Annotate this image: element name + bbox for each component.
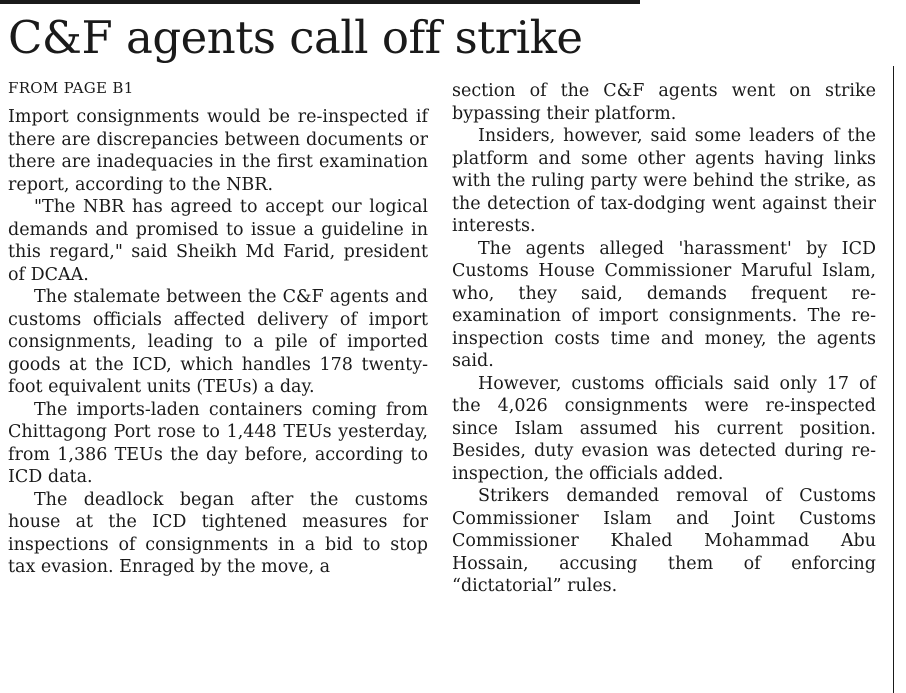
right-column [452, 80, 876, 598]
paragraph: The deadlock began after the customs house at the ICD tightened measures for inspections of consignments in a bid to stop tax evasion. Enraged by the move, a [8, 489, 428, 577]
paragraph: "The NBR has agreed to accept our logical demands and promised to issue a guideline in this regard," said Sheikh Md Farid, president of DCAA. [8, 197, 428, 285]
paragraph: section of the C&F agents went on strike bypassing their platform. [452, 81, 876, 124]
paragraph: The stalemate between the C&F agents and customs officials affected delivery of import consignments, leading to a pile of imported goods at the ICD, which handles 178 twenty-foot equivalent units (TEUs) a day. [8, 287, 428, 397]
left-column [8, 106, 428, 579]
continued-from-label: FROM PAGE B1 [8, 79, 134, 97]
paragraph: The imports-laden containers coming from Chittagong Port rose to 1,448 TEUs yesterday, from 1,386 TEUs the day before, according to ICD data. [8, 399, 428, 487]
paragraph: The agents alleged 'harassment' by ICD Customs House Commissioner Maruful Islam, who, they said, demands frequent re-examination of import consignments. The re-inspection costs time and money, the agents said. [452, 238, 876, 371]
paragraph: Import consignments would be re-inspected if there are discrepancies between documents or there are inadequacies in the first examination report, according to the NBR. [8, 107, 428, 195]
headline: C&F agents call off strike [8, 11, 583, 64]
paragraph: Insiders, however, said some leaders of the platform and some other agents having links with the ruling party were behind the strike, as the detection of tax-dodging went against their interests. [452, 126, 876, 236]
column-divider [893, 66, 894, 693]
paragraph: Strikers demanded removal of Customs Commissioner Islam and Joint Customs Commissioner Khaled Mohammad Abu Hossain, accusing them of enforcing “dictatorial” rules. [452, 486, 876, 596]
paragraph: However, customs officials said only 17 of the 4,026 consignments were re-inspected since Islam assumed his current position. Besides, duty evasion was detected during re-inspection, the officials added. [452, 373, 876, 484]
top-rule [0, 0, 640, 4]
